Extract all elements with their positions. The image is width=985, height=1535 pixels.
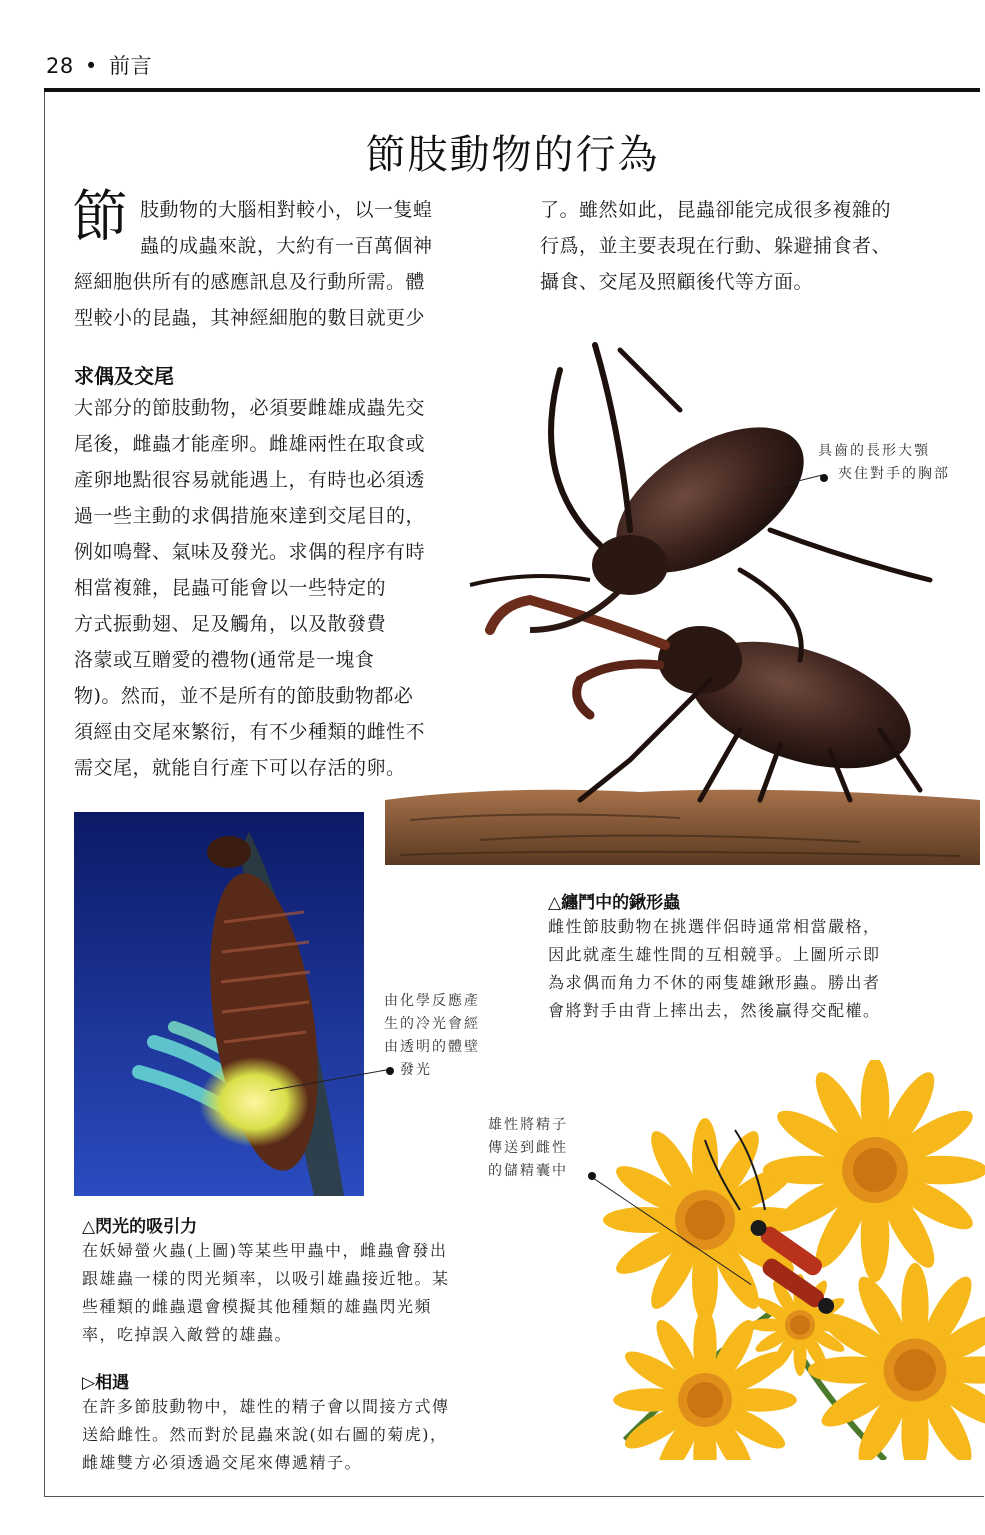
firefly-callout-line-3: 由透明的體壁: [384, 1039, 480, 1055]
meeting-caption-line-1: 在許多節肢動物中，雄性的精子會以間接方式傳: [82, 1397, 450, 1416]
intro-line-3: 經細胞供所有的感應訊息及行動所需。體: [74, 271, 426, 293]
intro-right-line-1: 了。雖然如此，昆蟲卻能完成很多複雜的: [540, 199, 892, 221]
firefly-callout-line-1: 由化學反應產: [384, 993, 480, 1009]
firefly-callout: [384, 990, 480, 1082]
firefly-callout-line-4: 發光: [400, 1062, 432, 1078]
header-rule: [44, 88, 980, 92]
section-line-7: 方式振動翅、足及觸角，以及散發費: [74, 613, 387, 635]
beetle-callout: [818, 440, 950, 486]
firefly-caption-line-4: 率，吃掉誤入敵營的雄蟲。: [82, 1325, 293, 1344]
section-line-5: 例如鳴聲、氣味及發光。求偶的程序有時: [74, 541, 426, 563]
firefly-caption-line-2: 跟雄蟲一樣的閃光頻率，以吸引雄蟲接近牠。某: [82, 1269, 450, 1288]
intro-line-2: 蟲的成蟲來說，大約有一百萬個神: [140, 235, 433, 257]
section-heading: 求偶及交尾: [74, 364, 174, 388]
frame-bottom-border: [44, 1496, 984, 1497]
meeting-caption-line-3: 雌雄雙方必須透過交尾來傳遞精子。: [82, 1453, 363, 1472]
section-line-9: 物)。然而，並不是所有的節肢動物都必: [74, 685, 414, 707]
flower-callout-line-2: 傳送到雌性: [488, 1140, 568, 1156]
beetle-callout-line-2: 夾住對手的胸部: [838, 466, 950, 482]
meeting-caption-title: ▷相遇: [82, 1373, 130, 1393]
firefly-caption-line-1: 在妖婦螢火蟲(上圖)等某些甲蟲中，雌蟲會發出: [82, 1241, 448, 1260]
beetle-caption-title: △纏鬥中的鍬形蟲: [548, 893, 681, 913]
flower-callout: [488, 1114, 568, 1183]
soldier-beetles-flowers-photo: [555, 1060, 985, 1460]
section-line-1: 大部分的節肢動物，必須要雌雄成蟲先交: [74, 397, 426, 419]
beetle-caption-line-4: 會將對手由背上摔出去，然後贏得交配權。: [548, 1001, 881, 1020]
section-line-2: 尾後，雌蟲才能產卵。雌雄兩性在取食或: [74, 433, 426, 455]
firefly-caption: [82, 1212, 450, 1349]
meeting-caption: [82, 1368, 450, 1477]
section-line-6: 相當複雜，昆蟲可能會以一些特定的: [74, 577, 387, 599]
firefly-callout-dot: [386, 1067, 394, 1075]
header-separator: •: [84, 54, 98, 78]
section-body: [74, 390, 425, 786]
meeting-caption-line-2: 送給雌性。然而對於昆蟲來說(如右圖的菊虎)，: [82, 1425, 448, 1444]
page-number: 28: [46, 54, 74, 78]
intro-line-1: 肢動物的大腦相對較小，以一隻蝗: [140, 199, 433, 221]
page-header: [46, 50, 152, 80]
firefly-caption-line-3: 些種類的雌蟲還會模擬其他種類的雄蟲閃光頻: [82, 1297, 433, 1316]
section-line-4: 過一些主動的求偶措施來達到交尾目的，: [74, 505, 426, 527]
beetle-caption-line-1: 雌性節肢動物在挑選伴侶時通常相當嚴格，: [548, 917, 881, 936]
beetle-callout-line-1: 具齒的長形大顎: [818, 443, 930, 459]
drop-cap: 節: [72, 185, 128, 250]
stag-beetles-photo: [380, 330, 980, 870]
page-title: 節肢動物的行為: [365, 132, 660, 178]
section-line-8: 洛蒙或互贈愛的禮物(通常是一塊食: [74, 649, 375, 671]
firefly-photo: [74, 812, 364, 1196]
section-name: 前言: [109, 54, 152, 78]
beetle-caption-line-3: 為求偶而角力不休的兩隻雄鍬形蟲。勝出者: [548, 973, 881, 992]
beetle-caption-line-2: 因此就產生雄性間的互相競爭。上圖所示即: [548, 945, 881, 964]
intro-right-line-3: 攝食、交尾及照顧後代等方面。: [540, 271, 814, 293]
frame-left-border: [44, 92, 45, 1496]
intro-line-4: 型較小的昆蟲，其神經細胞的數目就更少: [74, 307, 426, 329]
beetle-caption: [548, 888, 881, 1025]
section-line-11: 需交尾，就能自行產下可以存活的卵。: [74, 757, 406, 779]
section-line-10: 須經由交尾來繁衍，有不少種類的雌性不: [74, 721, 426, 743]
flower-callout-line-1: 雄性將精子: [488, 1117, 568, 1133]
firefly-caption-title: △閃光的吸引力: [82, 1217, 198, 1237]
flower-callout-line-3: 的儲精囊中: [488, 1163, 568, 1179]
intro-right-line-2: 行爲，並主要表現在行動、躲避捕食者、: [540, 235, 892, 257]
firefly-callout-line-2: 生的冷光會經: [384, 1016, 480, 1032]
section-line-3: 產卵地點很容易就能遇上，有時也必須透: [74, 469, 426, 491]
